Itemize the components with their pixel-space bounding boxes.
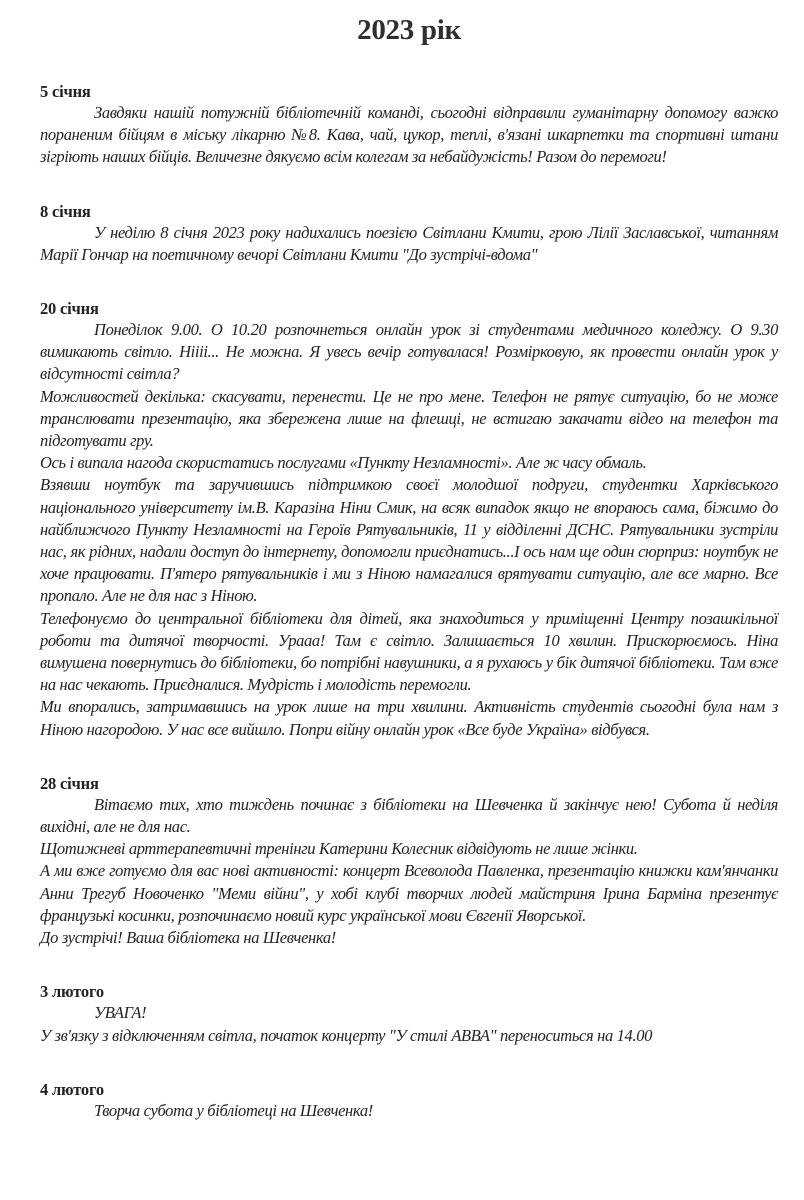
entry-jan-5 [40, 82, 778, 169]
entry-text: Завдяки нашій потужній бібліотечній команді, сьогодні відправили гуманітарну допомогу важко пораненим бійцям в міську лікарню №8. Кава, чай, цукор, теплі, в'язані шкарпетки та спортивні штани зігріють наших бійців. Величезне дякуємо всім колегам за небайдужість! Разом до перемоги! [40, 103, 778, 167]
entry-date: 20 січня [40, 299, 99, 319]
entry-text: Ось і випала нагода скористатись послугами «Пункту Незламності». Але ж часу обмаль. [40, 453, 647, 473]
entry-text: Вітаємо тих, хто тиждень починає з бібліотеки на Шевченка й закінчує нею! Субота й неділя вихідні, але не для нас. [40, 794, 778, 837]
entry-date: 3 лютого [40, 982, 104, 1002]
entry-text: УВАГА! [94, 1003, 147, 1023]
entry-text: У зв'язку з відключенням світла, початок концерту "У стилі АВВА" переноситься на 14.00 [40, 1025, 652, 1045]
entry-jan-28 [40, 774, 778, 949]
entry-jan-8 [40, 202, 778, 266]
entry-date: 4 лютого [40, 1079, 104, 1099]
entry-text: Взявши ноутбук та заручившись підтримкою своєї молодшої подруги, студентки Харківського національного університету ім.В. Каразіна Ніни Смик, на всяк випадок якщо не впораюсь сама, біжимо до найближчого Пункту Незламності на Героїв Рятувальників, 11 у відділенні ДСНС. Рятувальники зустріли нас, як рідних, надали доступ до інтернету, допомогли приєднатись...І ось нам ще один сюрприз: ноутбук не хоче працювати. П'ятеро рятувальників і ми з Ніною намагалися врятувати ситуацію, але все марно. Все пропало. Але не для нас з Ніною. [40, 475, 778, 606]
entry-text: Можливостей декілька: скасувати, перенести. Це не про мене. Телефон не рятує ситуацію, бо не може транслювати презентацію, яка збережена лише на флешці, не встигаю закачати відео на телефон та підготувати гру. [40, 386, 778, 451]
entry-text: Творча субота у бібліотеці на Шевченка! [94, 1100, 373, 1120]
entry-text: До зустрічі! Ваша бібліотека на Шевченка! [40, 928, 336, 948]
entry-date: 5 січня [40, 82, 91, 101]
entry-jan-20 [40, 299, 778, 741]
entry-text: Телефонуємо до центральної бібліотеки для дітей, яка знаходиться у приміщенні Центру позашкільної роботи та дитячої творчості. Ураaa! Там є світло. Залишається 10 хвилин. Прискорюємось. Ніна вимушена повернутись до бібліотеки, бо потрібні навушники, а я рухаюсь у бік дитячої бібліотеки. Там вже на нас чекають. Приєдналися. Мудрість і молодість перемогли. [40, 608, 778, 695]
entry-feb-3 [40, 982, 778, 1046]
entry-text: Ми впорались, затримавшись на урок лише на три хвилини. Активність студентів сьогодні була нам з Ніною нагородою. У нас все вийшло. Попри війну онлайн урок «Все буде Україна» відбувся. [40, 697, 778, 739]
entry-date: 28 січня [40, 773, 99, 793]
entry-date: 8 січня [40, 201, 91, 221]
entry-text: У неділю 8 січня 2023 року надихались поезією Світлани Кмити, грою Лілії Заславської, читанням Марії Гончар на поетичному вечорі Світлани Кмити "До зустрічі-вдома" [40, 222, 778, 264]
entry-text: Понеділок 9.00. О 10.20 розпочнеться онлайн урок зі студентами медичного коледжу. О 9.30 вимикають світло. Ніііі... Не можна. Я увесь вечір готувалася! Розмірковую, як провести онлайн урок у відсутності світла? [40, 320, 778, 384]
entry-feb-4 [40, 1080, 778, 1122]
entry-text: А ми вже готуємо для вас нові активності: концерт Всеволода Павленка, презентацію книжки кам'янчанки Анни Трегуб Новоченко "Меми війни", у хобі клубі творчих людей майстриня Ірина Бармiна презентує французькі косинки, розпочинаємо новий курс української мови Євгенії Яворської. [40, 861, 778, 925]
page-title: 2023 рік [357, 14, 461, 46]
entry-text: Щотижневі арттерапевтичні тренінги Катерини Колесник відвідують не лише жінки. [40, 839, 638, 859]
